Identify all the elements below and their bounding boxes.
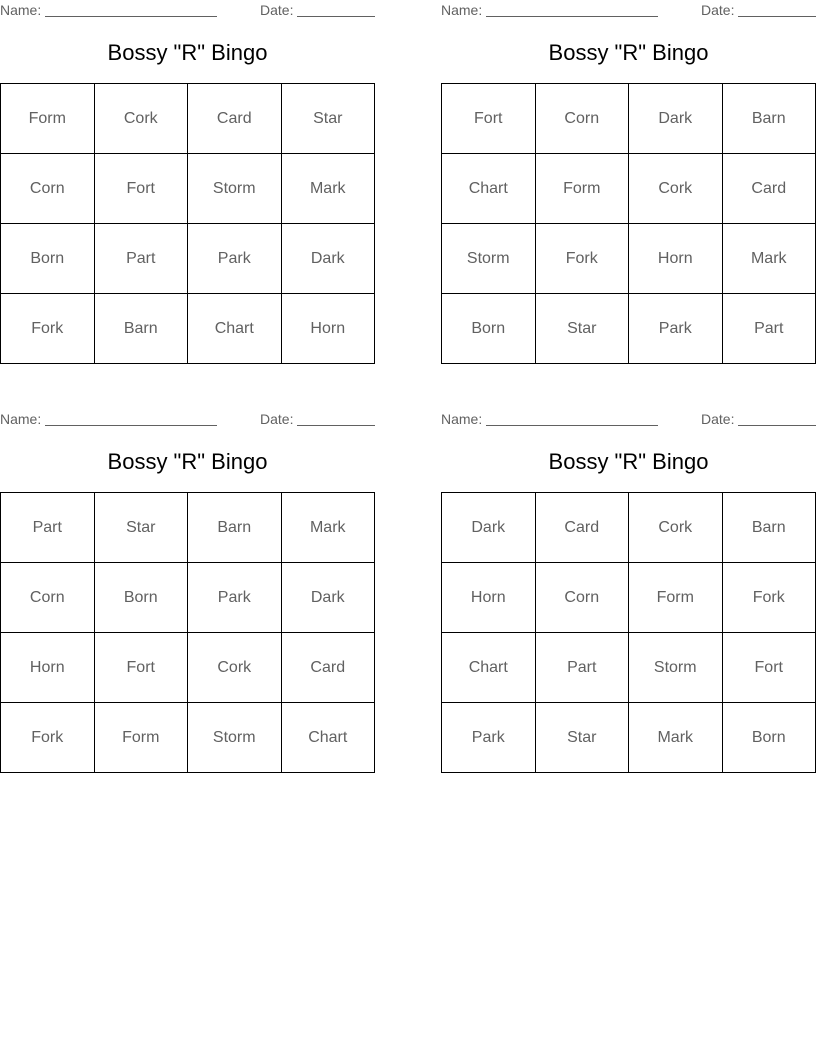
bingo-grid — [441, 492, 816, 773]
bingo-cell: Chart — [281, 703, 375, 773]
bingo-cell: Form — [1, 84, 95, 154]
bingo-cell: Chart — [188, 294, 282, 364]
bingo-cell: Born — [722, 703, 816, 773]
bingo-cell: Star — [535, 703, 629, 773]
bingo-cell: Part — [1, 493, 95, 563]
bingo-cell: Park — [442, 703, 536, 773]
bingo-cell: Form — [629, 563, 723, 633]
bingo-card-1 — [0, 0, 375, 365]
bingo-cell: Storm — [629, 633, 723, 703]
card-title: Bossy "R" Bingo — [107, 449, 268, 474]
bingo-cell: Cork — [188, 633, 282, 703]
bingo-cell: Corn — [1, 154, 95, 224]
bingo-cell: Dark — [629, 84, 723, 154]
bingo-cell: Corn — [535, 84, 629, 154]
bingo-cell: Fort — [442, 84, 536, 154]
bingo-cell: Dark — [281, 563, 375, 633]
name-field-line — [45, 16, 217, 17]
bingo-card-2 — [441, 0, 816, 365]
card-header — [441, 409, 816, 431]
bingo-cell: Corn — [535, 563, 629, 633]
bingo-cell: Cork — [629, 493, 723, 563]
bingo-cell: Park — [188, 224, 282, 294]
bingo-cell: Barn — [722, 84, 816, 154]
bingo-cell: Part — [94, 224, 188, 294]
bingo-cell: Card — [281, 633, 375, 703]
name-label: Name: — [0, 411, 42, 427]
name-field-line — [45, 425, 217, 426]
bingo-cell: Horn — [281, 294, 375, 364]
bingo-card-3 — [0, 409, 375, 774]
grid-row — [442, 493, 816, 563]
bingo-cell: Barn — [188, 493, 282, 563]
bingo-cell: Mark — [629, 703, 723, 773]
bingo-cell: Mark — [722, 224, 816, 294]
card-title: Bossy "R" Bingo — [548, 449, 709, 474]
bingo-cell: Cork — [94, 84, 188, 154]
bingo-cell: Part — [535, 633, 629, 703]
bingo-cell: Card — [722, 154, 816, 224]
name-field-line — [486, 16, 658, 17]
grid-row — [1, 84, 375, 154]
grid-row — [442, 563, 816, 633]
bingo-cell: Park — [629, 294, 723, 364]
grid-row — [442, 84, 816, 154]
bingo-cell: Dark — [442, 493, 536, 563]
date-field-line — [297, 16, 375, 17]
bingo-cell: Chart — [442, 154, 536, 224]
grid-row — [1, 294, 375, 364]
grid-row — [1, 703, 375, 773]
bingo-cell: Born — [1, 224, 95, 294]
bingo-cell: Corn — [1, 563, 95, 633]
card-header — [441, 0, 816, 22]
date-label: Date: — [260, 2, 294, 18]
card-title: Bossy "R" Bingo — [107, 40, 268, 65]
name-label: Name: — [0, 2, 42, 18]
bingo-cell: Horn — [442, 563, 536, 633]
date-label: Date: — [701, 2, 735, 18]
bingo-grid — [0, 83, 375, 364]
grid-row — [1, 154, 375, 224]
date-label: Date: — [701, 411, 735, 427]
grid-row — [442, 703, 816, 773]
card-header — [0, 409, 375, 431]
bingo-cell: Fort — [94, 633, 188, 703]
bingo-cell: Fort — [722, 633, 816, 703]
bingo-cell: Fork — [1, 294, 95, 364]
bingo-cell: Star — [535, 294, 629, 364]
grid-row — [1, 224, 375, 294]
card-title: Bossy "R" Bingo — [548, 40, 709, 65]
bingo-grid — [0, 492, 375, 773]
bingo-cell: Storm — [188, 703, 282, 773]
bingo-cell: Barn — [722, 493, 816, 563]
bingo-cell: Storm — [188, 154, 282, 224]
bingo-grid — [441, 83, 816, 364]
bingo-cell: Fork — [1, 703, 95, 773]
date-field-line — [297, 425, 375, 426]
bingo-cell: Fork — [535, 224, 629, 294]
grid-row — [442, 224, 816, 294]
name-field-line — [486, 425, 658, 426]
bingo-cell: Born — [442, 294, 536, 364]
grid-row — [1, 493, 375, 563]
date-field-line — [738, 16, 816, 17]
bingo-cell: Cork — [629, 154, 723, 224]
bingo-cell: Part — [722, 294, 816, 364]
bingo-cell: Born — [94, 563, 188, 633]
date-field-line — [738, 425, 816, 426]
grid-row — [442, 154, 816, 224]
grid-row — [1, 633, 375, 703]
grid-row — [1, 563, 375, 633]
bingo-cell: Mark — [281, 154, 375, 224]
bingo-cell: Card — [188, 84, 282, 154]
bingo-cell: Mark — [281, 493, 375, 563]
name-label: Name: — [441, 2, 483, 18]
bingo-cell: Card — [535, 493, 629, 563]
bingo-cell: Star — [281, 84, 375, 154]
grid-row — [442, 294, 816, 364]
bingo-cell: Fork — [722, 563, 816, 633]
bingo-cell: Horn — [629, 224, 723, 294]
grid-row — [442, 633, 816, 703]
bingo-cell: Horn — [1, 633, 95, 703]
bingo-card-4 — [441, 409, 816, 774]
bingo-cell: Form — [94, 703, 188, 773]
bingo-cell: Star — [94, 493, 188, 563]
card-header — [0, 0, 375, 22]
bingo-cell: Dark — [281, 224, 375, 294]
date-label: Date: — [260, 411, 294, 427]
bingo-cell: Fort — [94, 154, 188, 224]
bingo-cell: Park — [188, 563, 282, 633]
name-label: Name: — [441, 411, 483, 427]
bingo-cell: Form — [535, 154, 629, 224]
bingo-cell: Barn — [94, 294, 188, 364]
bingo-cell: Chart — [442, 633, 536, 703]
bingo-cell: Storm — [442, 224, 536, 294]
